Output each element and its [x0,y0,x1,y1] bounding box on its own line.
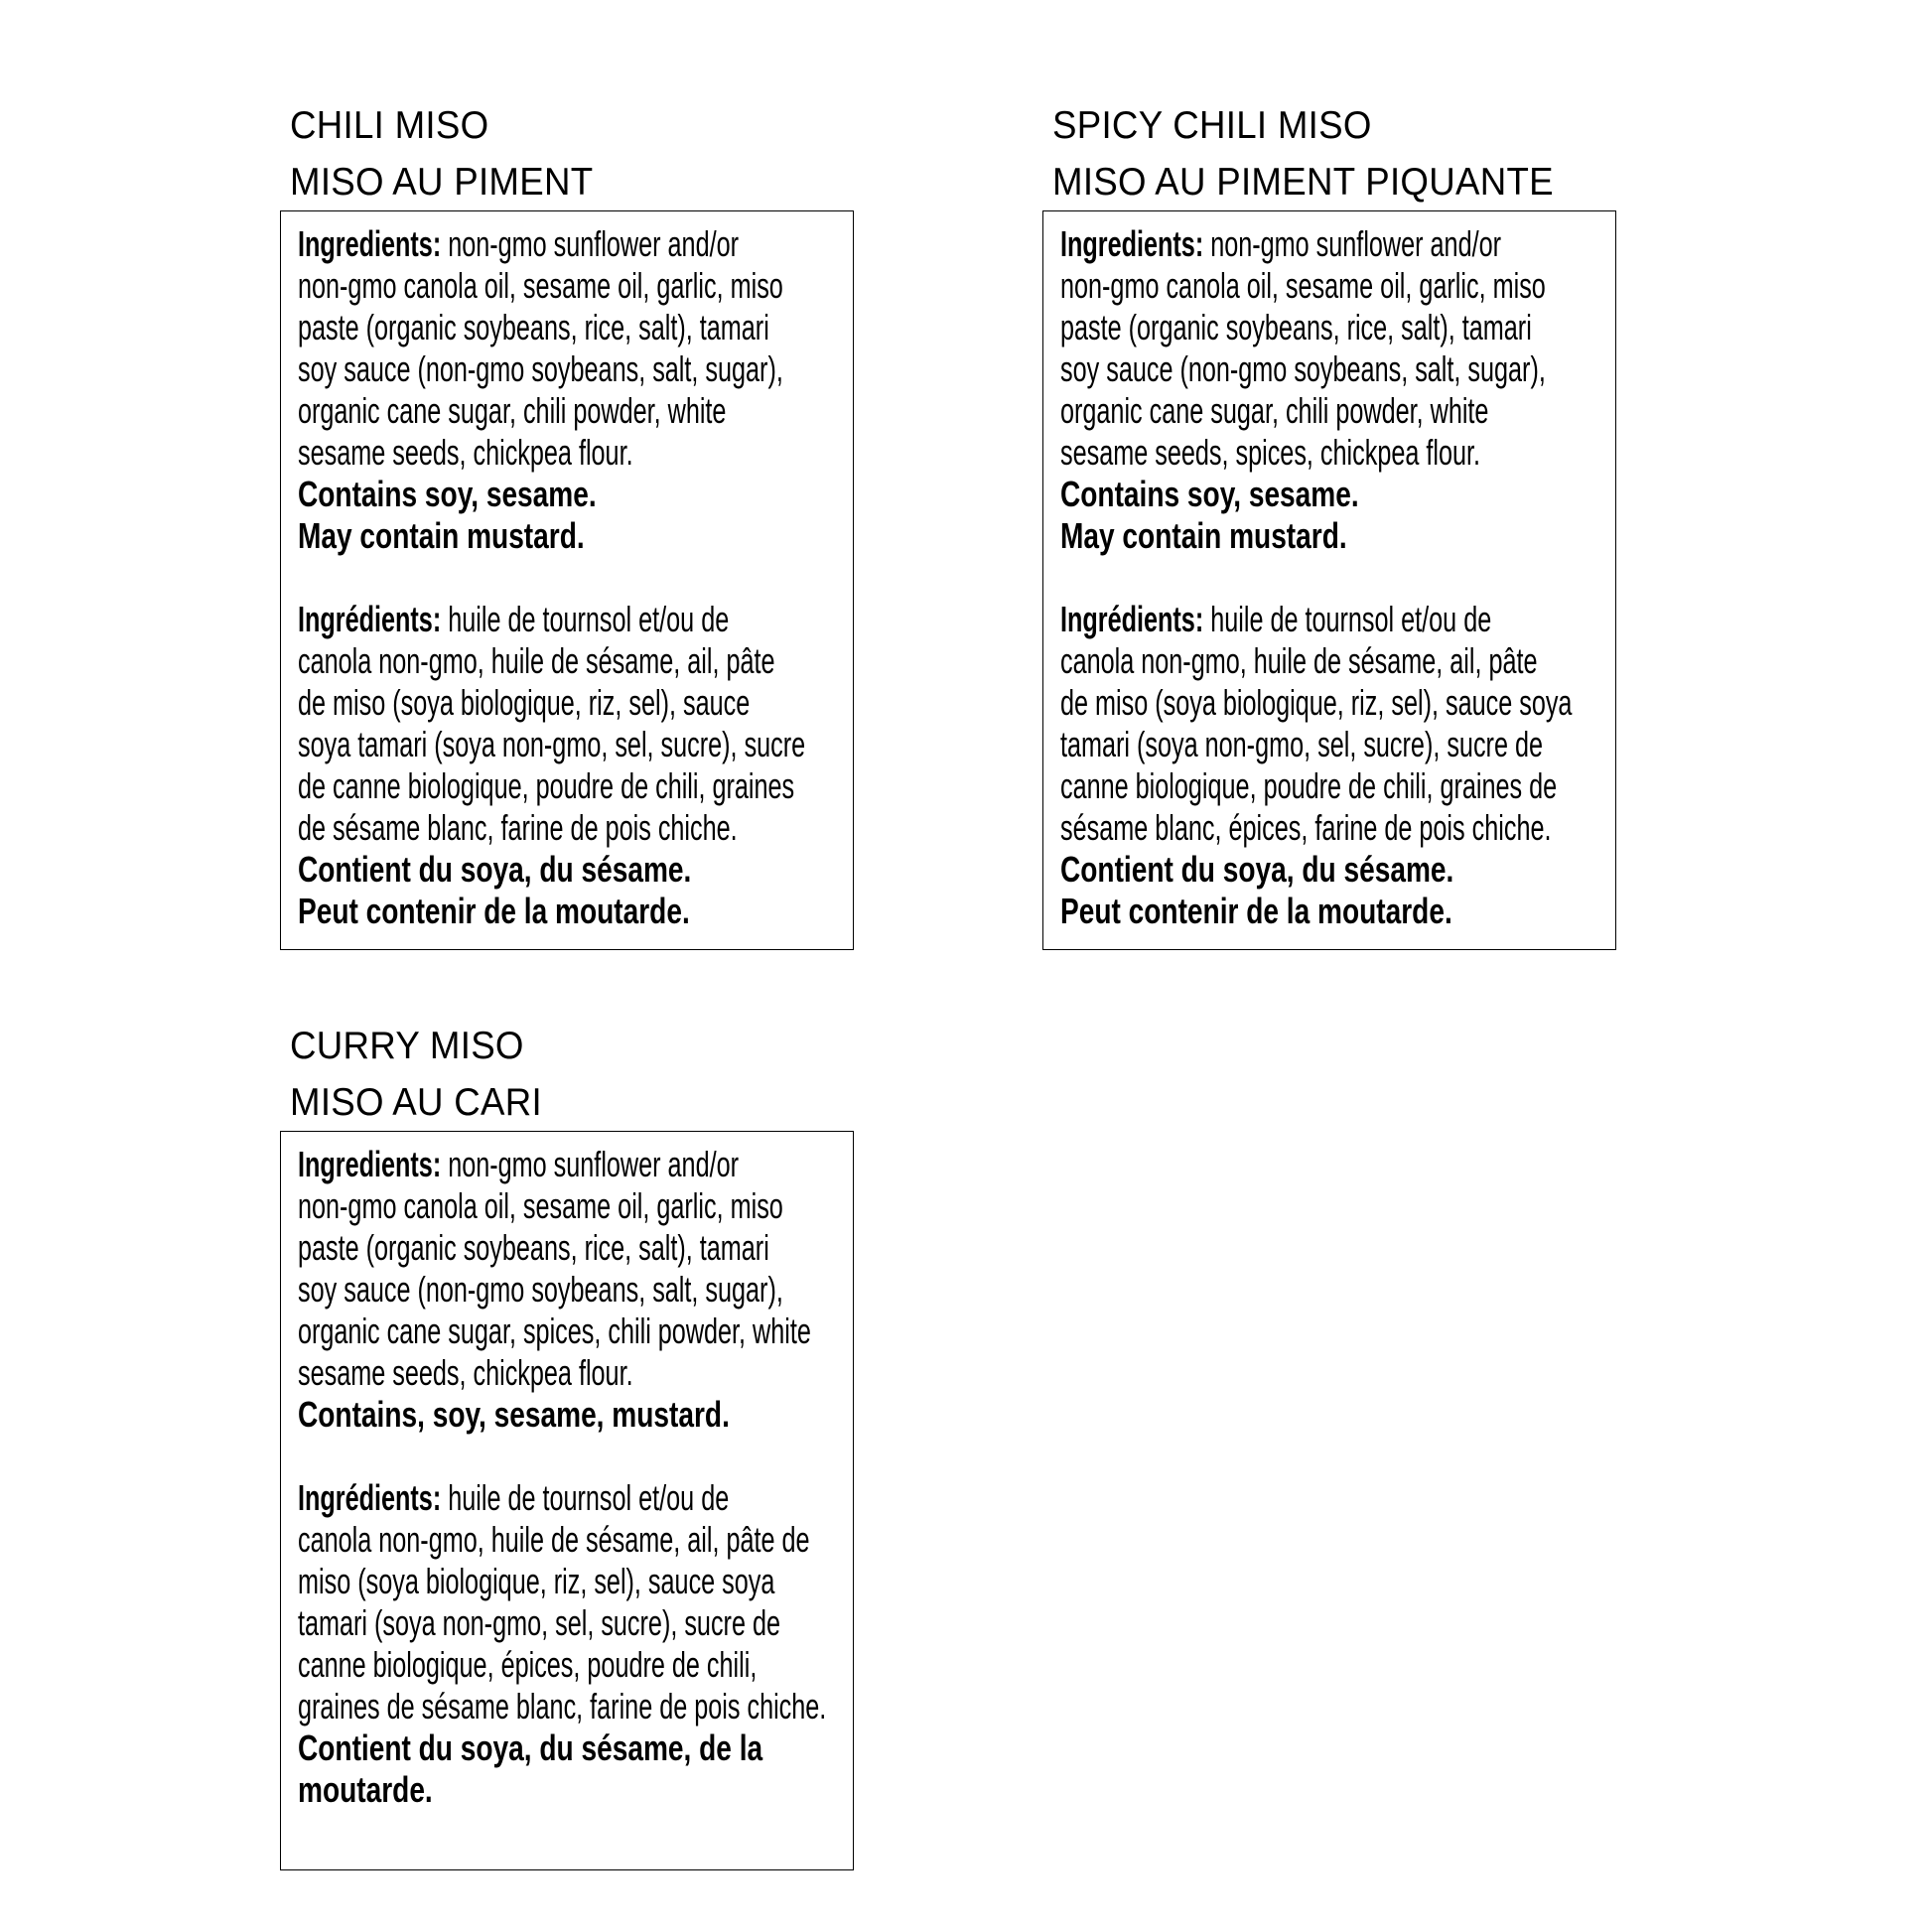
label-curry-miso [280,1018,854,1870]
allergen-statement: May contain mustard. [1060,515,1347,556]
allergen-statement: Peut contenir de la moutarde. [298,891,690,931]
ingredients-line: non-gmo canola oil, sesame oil, garlic, miso [1060,265,1546,306]
ingredients-line: paste (organic soybeans, rice, salt), tamari [1060,307,1532,347]
ingredients-line: miso (soya biologique, riz, sel), sauce soya [298,1561,775,1601]
ingredients-line: non-gmo sunflower and/or [1210,223,1501,264]
label-title-fr: MISO AU CARI [290,1081,542,1124]
label-title-fr: MISO AU PIMENT [290,161,594,204]
allergen-statement: Contains soy, sesame. [1060,474,1359,514]
ingredients-line: non-gmo sunflower and/or [448,1144,739,1184]
ingredients-line: organic cane sugar, chili powder, white [1060,390,1489,431]
ingredients-heading: Ingrédients: [1060,599,1204,639]
ingredients-line: soy sauce (non-gmo soybeans, salt, sugar), [298,1269,783,1310]
ingredients-en [298,1144,840,1394]
ingredients-line: canne biologique, poudre de chili, graines de [1060,765,1558,806]
ingredients-line: non-gmo canola oil, sesame oil, garlic, miso [298,265,783,306]
ingredients-heading: Ingredients: [298,1144,442,1184]
ingredients-box [280,1131,854,1870]
ingredients-line: canola non-gmo, huile de sésame, ail, pâte [298,640,775,681]
label-title-fr: MISO AU PIMENT PIQUANTE [1052,161,1554,204]
ingredients-heading: Ingrédients: [298,599,442,639]
ingredients-line: graines de sésame blanc, farine de pois chiche. [298,1686,827,1726]
ingredients-line: non-gmo sunflower and/or [448,223,739,264]
ingredients-line: organic cane sugar, chili powder, white [298,390,727,431]
ingredients-line: sesame seeds, spices, chickpea flour. [1060,432,1481,473]
label-spicy-chili-miso [1042,97,1616,950]
label-title-en: SPICY CHILI MISO [1052,104,1372,147]
allergen-statement: Contains soy, sesame. [298,474,597,514]
ingredients-line: paste (organic soybeans, rice, salt), tamari [298,1227,769,1268]
label-title-en: CHILI MISO [290,104,489,147]
allergen-statement: moutarde. [298,1769,433,1810]
ingredients-line: huile de tournsol et/ou de [1210,599,1492,639]
ingredients-line: paste (organic soybeans, rice, salt), tamari [298,307,769,347]
ingredients-line: soy sauce (non-gmo soybeans, salt, sugar), [298,348,783,389]
ingredients-fr [1060,599,1602,849]
allergen-statement: Contains, soy, sesame, mustard. [298,1394,730,1435]
ingredients-line: organic cane sugar, spices, chili powder, white [298,1311,811,1351]
allergen-statement: Contient du soya, du sésame, de la [298,1727,763,1768]
ingredients-line: huile de tournsol et/ou de [448,1477,730,1518]
ingredients-fr [298,1477,840,1727]
ingredients-fr [298,599,840,849]
ingredients-line: canola non-gmo, huile de sésame, ail, pâte de [298,1519,810,1560]
ingredients-line: canola non-gmo, huile de sésame, ail, pâte [1060,640,1538,681]
ingredients-heading: Ingrédients: [298,1477,442,1518]
ingredients-line: tamari (soya non-gmo, sel, sucre), sucre de [1060,724,1543,764]
ingredients-box [1042,210,1616,950]
ingredients-line: huile de tournsol et/ou de [448,599,730,639]
ingredients-line: de canne biologique, poudre de chili, graines [298,765,795,806]
allergen-statement: Contient du soya, du sésame. [298,849,692,890]
ingredients-heading: Ingredients: [1060,223,1204,264]
ingredients-line: sesame seeds, chickpea flour. [298,1352,633,1393]
ingredients-line: sésame blanc, épices, farine de pois chiche. [1060,807,1552,848]
ingredients-en [298,223,840,474]
ingredients-line: sesame seeds, chickpea flour. [298,432,633,473]
ingredients-heading: Ingredients: [298,223,442,264]
label-chili-miso [280,97,854,950]
ingredients-line: de miso (soya biologique, riz, sel), sauce [298,682,751,723]
allergen-statement: Contient du soya, du sésame. [1060,849,1454,890]
ingredients-line: non-gmo canola oil, sesame oil, garlic, miso [298,1185,783,1226]
allergen-statement: Peut contenir de la moutarde. [1060,891,1452,931]
ingredients-en [1060,223,1602,474]
ingredients-line: soy sauce (non-gmo soybeans, salt, sugar), [1060,348,1546,389]
ingredients-line: tamari (soya non-gmo, sel, sucre), sucre de [298,1602,780,1643]
ingredients-line: canne biologique, épices, poudre de chili, [298,1644,758,1685]
label-title-en: CURRY MISO [290,1025,524,1067]
allergen-statement: May contain mustard. [298,515,585,556]
ingredients-line: soya tamari (soya non-gmo, sel, sucre), sucre [298,724,806,764]
ingredients-line: de sésame blanc, farine de pois chiche. [298,807,738,848]
ingredients-line: de miso (soya biologique, riz, sel), sauce soya [1060,682,1573,723]
ingredients-box [280,210,854,950]
